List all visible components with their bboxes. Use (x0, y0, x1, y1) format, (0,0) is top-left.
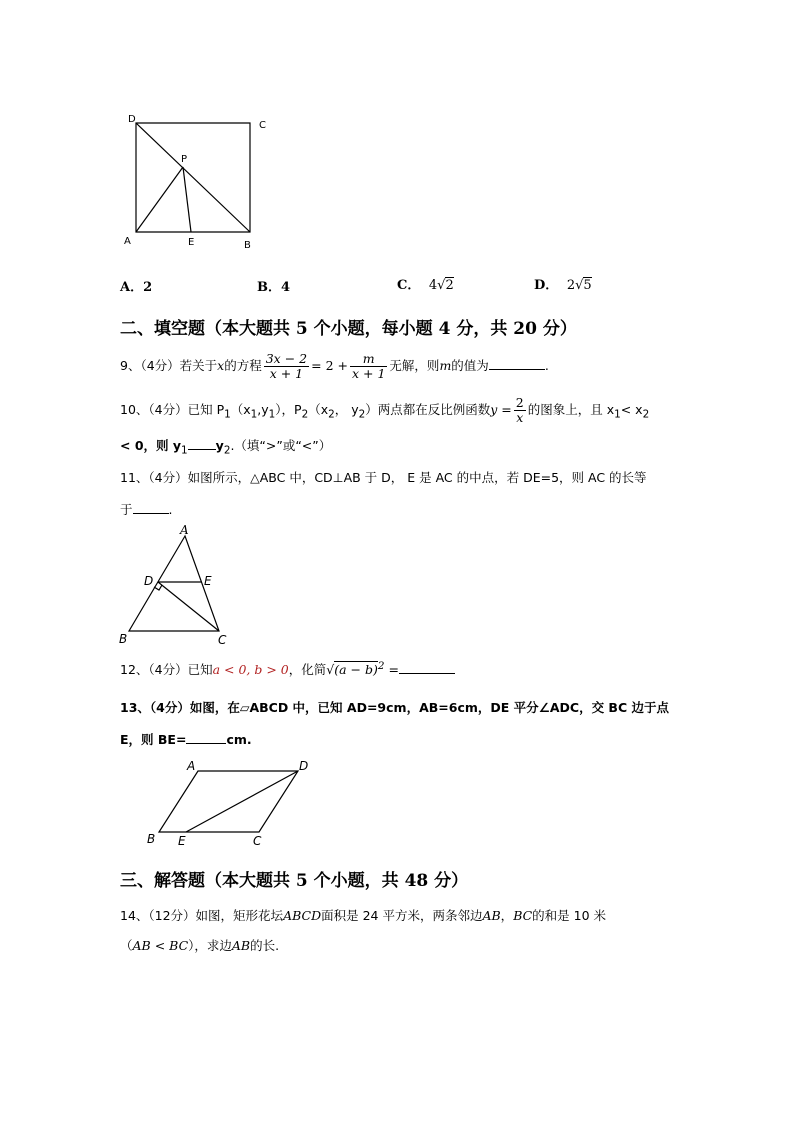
square-figure (118, 108, 288, 256)
parallelogram-figure (142, 756, 332, 852)
question-13-line-1: 13、（4分）如图，在▱ABCD 中，已知 AD=9cm，AB=6cm，DE 平分∠ADC，交 BC 边于点 (120, 700, 669, 715)
section-3-heading: 三、解答题（本大题共 5 个小题，共 48 分） (120, 871, 469, 891)
q9-answer-blank[interactable] (489, 357, 545, 370)
option-d: D． 2√5 (534, 278, 592, 293)
label-b: B (119, 632, 128, 646)
label-d: D (144, 574, 154, 588)
parallelogram-abcd (159, 771, 298, 832)
segment-ap (136, 167, 183, 232)
option-a: A．2 (120, 280, 153, 295)
option-c: C． 4√2 (397, 278, 454, 293)
segment-pe (183, 167, 191, 232)
question-13-line-2: E，则 BE= cm. (120, 732, 252, 747)
question-9: 9、（4分）若关于x的方程 $\frac{3x - 2}{x + 1}$ = 2 + $\frac{m}{x + 1}$ 无解，则m的值为 . (120, 351, 549, 381)
q13-answer-blank[interactable] (186, 731, 226, 744)
label-b: B (244, 240, 251, 251)
label-e: E (178, 834, 186, 848)
label-c: C (218, 633, 227, 647)
q10-answer-blank[interactable] (188, 437, 216, 450)
label-e: E (204, 574, 212, 588)
option-b: B．4 (257, 280, 291, 295)
triangle-figure (112, 522, 242, 650)
label-p: P (181, 154, 188, 165)
question-10-line-1: 10、（4分）已知 $P_1(x_1,y_1)$，$P_2(x_2$， $y_2$）两点都在反比例函数y = $\frac{2}{x}$ 的图象上，且 $x_1< x_2$ (120, 395, 650, 425)
label-a: A (124, 236, 131, 247)
label-d: D (128, 114, 136, 125)
label-e: E (188, 237, 195, 248)
label-a: A (180, 523, 189, 537)
q9-fraction-2: $\frac{m}{x + 1}$ (351, 351, 386, 381)
question-10-line-2: < 0，则 $y_1$ $y_2$.（填“>”或“<”） (120, 438, 332, 457)
q11-answer-blank[interactable] (133, 501, 169, 514)
question-11-line-2: 于 . (120, 502, 173, 517)
question-14-line-1: 14、（12分）如图，矩形花坛ABCD面积是 24 平方米，两条邻边AB，BC的和是 10 米 (120, 908, 607, 923)
diagonal-db (136, 123, 250, 232)
label-b: B (147, 832, 156, 846)
label-c: C (253, 834, 262, 848)
label-a: A (187, 759, 196, 773)
question-12: 12、（4分）已知a < 0, b > 0，化简$√(a - b)^2$ = (120, 660, 455, 678)
question-14-line-2: （AB < BC），求边AB的长. (120, 938, 280, 953)
label-c: C (259, 120, 266, 131)
q10-fraction: $\frac{2}{x}$ (515, 395, 524, 425)
q12-answer-blank[interactable] (399, 661, 455, 674)
segment-de (186, 771, 298, 832)
q9-fraction-1: $\frac{3x - 2}{x + 1}$ (265, 351, 308, 381)
question-11-line-1: 11、（4分）如图所示，△ABC 中，CD⊥AB 于 D， E 是 AC 的中点，若 DE=5，则 AC 的长等 (120, 470, 647, 485)
section-2-heading: 二、填空题（本大题共 5 个小题，每小题 4 分，共 20 分） (120, 319, 577, 339)
label-d: D (299, 759, 309, 773)
